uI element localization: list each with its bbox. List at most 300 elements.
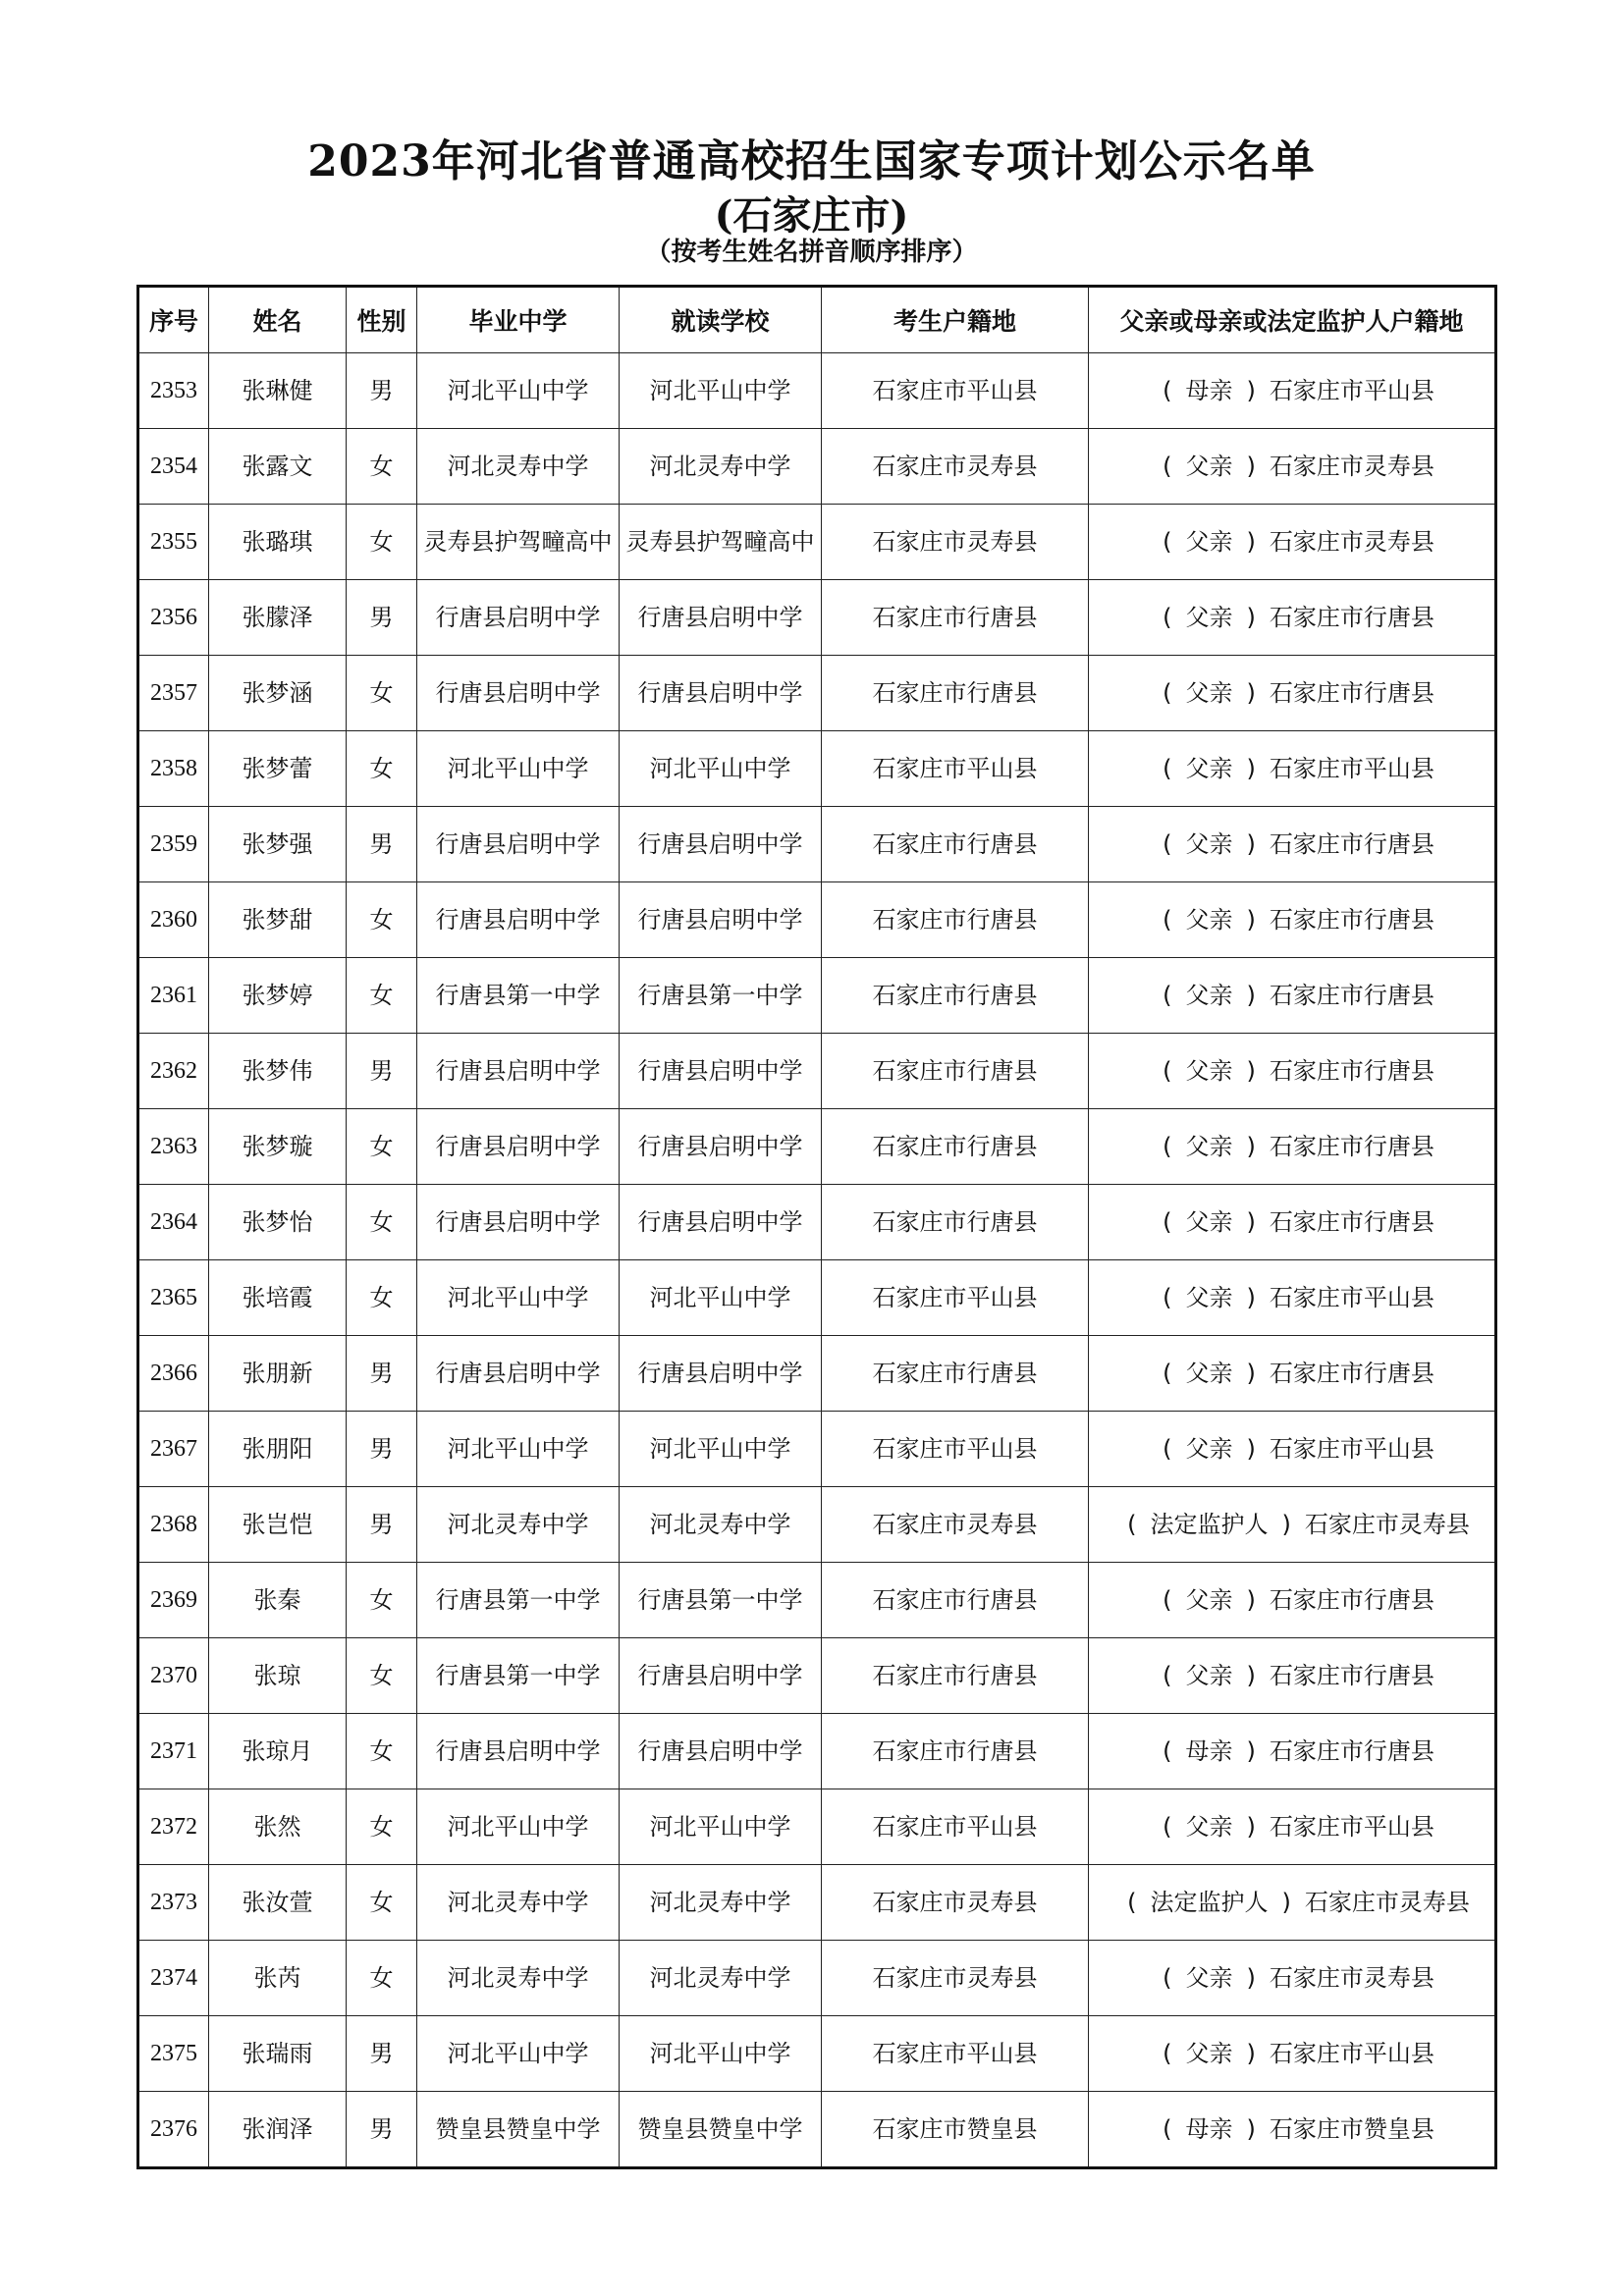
cell-grad-school: 河北灵寿中学	[417, 1487, 620, 1563]
close-paren: )	[1246, 1662, 1256, 1689]
table-row	[138, 958, 1496, 1034]
cell-grad-school: 河北平山中学	[417, 1789, 620, 1865]
cell-grad-school: 河北灵寿中学	[417, 429, 620, 505]
guardian-relation: 父亲	[1185, 1586, 1233, 1614]
close-paren: )	[1246, 453, 1256, 480]
guardian-hukou: 石家庄市行唐县	[1269, 604, 1434, 631]
cell-hukou: 石家庄市行唐县	[822, 882, 1089, 958]
cell-guardian-hukou	[1089, 2092, 1496, 2168]
guardian-hukou: 石家庄市平山县	[1269, 1813, 1434, 1841]
guardian-hukou: 石家庄市平山县	[1269, 1284, 1434, 1311]
cell-hukou: 石家庄市平山县	[822, 353, 1089, 429]
cell-study-school: 行唐县启明中学	[620, 882, 822, 958]
guardian-hukou: 石家庄市行唐县	[1269, 679, 1434, 707]
cell-name: 张瑞雨	[209, 2016, 347, 2092]
cell-name: 张润泽	[209, 2092, 347, 2168]
close-paren: )	[1246, 1813, 1256, 1841]
table-row	[138, 1109, 1496, 1185]
guardian-hukou: 石家庄市平山县	[1269, 1435, 1434, 1463]
cell-grad-school: 河北平山中学	[417, 1260, 620, 1336]
cell-seq: 2369	[138, 1563, 209, 1638]
cell-seq: 2372	[138, 1789, 209, 1865]
cell-hukou: 石家庄市平山县	[822, 1260, 1089, 1336]
table-row	[138, 505, 1496, 580]
cell-hukou: 石家庄市行唐县	[822, 1034, 1089, 1109]
cell-hukou: 石家庄市赞皇县	[822, 2092, 1089, 2168]
open-paren: (	[1163, 1057, 1172, 1085]
table-row	[138, 807, 1496, 882]
cell-name: 张梦婷	[209, 958, 347, 1034]
cell-study-school: 河北灵寿中学	[620, 429, 822, 505]
table-row	[138, 429, 1496, 505]
table-row	[138, 1034, 1496, 1109]
cell-guardian-hukou	[1089, 1185, 1496, 1260]
close-paren: )	[1246, 982, 1256, 1009]
guardian-hukou: 石家庄市灵寿县	[1304, 1511, 1470, 1538]
cell-seq: 2376	[138, 2092, 209, 2168]
guardian-hukou: 石家庄市行唐县	[1269, 1662, 1434, 1689]
close-paren: )	[1246, 528, 1256, 556]
cell-grad-school: 行唐县启明中学	[417, 1185, 620, 1260]
cell-seq: 2368	[138, 1487, 209, 1563]
cell-hukou: 石家庄市平山县	[822, 2016, 1089, 2092]
cell-study-school: 灵寿县护驾疃高中	[620, 505, 822, 580]
open-paren: (	[1163, 604, 1172, 631]
admission-list-table	[136, 285, 1497, 2169]
cell-grad-school: 行唐县启明中学	[417, 656, 620, 731]
cell-grad-school: 行唐县第一中学	[417, 1638, 620, 1714]
open-paren: (	[1163, 1662, 1172, 1689]
table-row	[138, 882, 1496, 958]
cell-guardian-hukou	[1089, 807, 1496, 882]
cell-seq: 2375	[138, 2016, 209, 2092]
guardian-relation: 父亲	[1185, 830, 1233, 858]
cell-seq: 2353	[138, 353, 209, 429]
guardian-hukou: 石家庄市平山县	[1269, 2040, 1434, 2067]
cell-name: 张露文	[209, 429, 347, 505]
open-paren: (	[1163, 830, 1172, 858]
cell-guardian-hukou	[1089, 1260, 1496, 1336]
cell-gender: 男	[347, 2016, 417, 2092]
cell-study-school: 河北灵寿中学	[620, 1487, 822, 1563]
open-paren: (	[1127, 1889, 1137, 1916]
cell-hukou: 石家庄市平山县	[822, 731, 1089, 807]
cell-name: 张琼	[209, 1638, 347, 1714]
cell-name: 张培霞	[209, 1260, 347, 1336]
guardian-hukou: 石家庄市灵寿县	[1304, 1889, 1470, 1916]
cell-study-school: 行唐县启明中学	[620, 1714, 822, 1789]
guardian-relation: 父亲	[1185, 1662, 1233, 1689]
cell-gender: 女	[347, 1185, 417, 1260]
guardian-hukou: 石家庄市行唐县	[1269, 906, 1434, 934]
guardian-relation: 父亲	[1185, 755, 1233, 782]
cell-grad-school: 河北平山中学	[417, 731, 620, 807]
cell-gender: 男	[347, 2092, 417, 2168]
cell-hukou: 石家庄市灵寿县	[822, 1487, 1089, 1563]
cell-gender: 男	[347, 1336, 417, 1412]
cell-name: 张梦强	[209, 807, 347, 882]
sort-note: （按考生姓名拼音顺序排序）	[645, 238, 978, 267]
cell-guardian-hukou	[1089, 882, 1496, 958]
close-paren: )	[1246, 830, 1256, 858]
open-paren: (	[1163, 1813, 1172, 1841]
cell-study-school: 行唐县启明中学	[620, 1336, 822, 1412]
cell-name: 张然	[209, 1789, 347, 1865]
guardian-relation: 父亲	[1185, 2040, 1233, 2067]
cell-hukou: 石家庄市行唐县	[822, 958, 1089, 1034]
cell-hukou: 石家庄市灵寿县	[822, 1865, 1089, 1941]
cell-seq: 2367	[138, 1412, 209, 1487]
cell-hukou: 石家庄市行唐县	[822, 1336, 1089, 1412]
cell-study-school: 行唐县启明中学	[620, 807, 822, 882]
close-paren: )	[1246, 2115, 1256, 2143]
open-paren: (	[1163, 679, 1172, 707]
cell-guardian-hukou	[1089, 1109, 1496, 1185]
cell-gender: 女	[347, 958, 417, 1034]
cell-study-school: 河北灵寿中学	[620, 1865, 822, 1941]
guardian-relation: 父亲	[1185, 679, 1233, 707]
cell-guardian-hukou	[1089, 1865, 1496, 1941]
cell-guardian-hukou	[1089, 2016, 1496, 2092]
city-subtitle: (石家庄市)	[714, 192, 909, 239]
cell-name: 张梦蕾	[209, 731, 347, 807]
guardian-hukou: 石家庄市行唐县	[1269, 982, 1434, 1009]
open-paren: (	[1163, 1737, 1172, 1765]
cell-guardian-hukou	[1089, 505, 1496, 580]
cell-hukou: 石家庄市行唐县	[822, 1185, 1089, 1260]
guardian-hukou: 石家庄市灵寿县	[1269, 453, 1434, 480]
cell-hukou: 石家庄市行唐县	[822, 1563, 1089, 1638]
guardian-hukou: 石家庄市平山县	[1269, 755, 1434, 782]
table-row	[138, 1260, 1496, 1336]
table-row	[138, 1487, 1496, 1563]
cell-hukou: 石家庄市行唐县	[822, 580, 1089, 656]
cell-guardian-hukou	[1089, 1789, 1496, 1865]
cell-hukou: 石家庄市平山县	[822, 1789, 1089, 1865]
cell-study-school: 行唐县第一中学	[620, 1563, 822, 1638]
close-paren: )	[1246, 1057, 1256, 1085]
cell-gender: 男	[347, 1487, 417, 1563]
cell-study-school: 河北平山中学	[620, 1789, 822, 1865]
cell-study-school: 行唐县启明中学	[620, 656, 822, 731]
cell-grad-school: 行唐县启明中学	[417, 1714, 620, 1789]
cell-gender: 女	[347, 1714, 417, 1789]
guardian-relation: 父亲	[1185, 1964, 1233, 1992]
cell-gender: 女	[347, 1865, 417, 1941]
guardian-relation: 父亲	[1185, 982, 1233, 1009]
cell-gender: 女	[347, 1638, 417, 1714]
table-row	[138, 2092, 1496, 2168]
table-row	[138, 1789, 1496, 1865]
guardian-relation: 父亲	[1185, 1057, 1233, 1085]
cell-grad-school: 河北平山中学	[417, 2016, 620, 2092]
cell-study-school: 行唐县启明中学	[620, 580, 822, 656]
open-paren: (	[1163, 1284, 1172, 1311]
cell-study-school: 行唐县启明中学	[620, 1109, 822, 1185]
open-paren: (	[1163, 453, 1172, 480]
cell-guardian-hukou	[1089, 1412, 1496, 1487]
table-row	[138, 731, 1496, 807]
cell-seq: 2357	[138, 656, 209, 731]
cell-seq: 2374	[138, 1941, 209, 2016]
guardian-hukou: 石家庄市行唐县	[1269, 1057, 1434, 1085]
cell-grad-school: 河北灵寿中学	[417, 1941, 620, 2016]
column-header-study-school: 就读学校	[620, 287, 822, 353]
cell-grad-school: 行唐县启明中学	[417, 1034, 620, 1109]
cell-grad-school: 行唐县启明中学	[417, 882, 620, 958]
cell-hukou: 石家庄市行唐县	[822, 1109, 1089, 1185]
guardian-relation: 父亲	[1185, 906, 1233, 934]
cell-seq: 2358	[138, 731, 209, 807]
close-paren: )	[1246, 1964, 1256, 1992]
close-paren: )	[1281, 1511, 1291, 1538]
table-row	[138, 1185, 1496, 1260]
guardian-relation: 父亲	[1185, 1813, 1233, 1841]
cell-name: 张琼月	[209, 1714, 347, 1789]
table-row	[138, 656, 1496, 731]
cell-seq: 2361	[138, 958, 209, 1034]
guardian-relation: 父亲	[1185, 1360, 1233, 1387]
guardian-hukou: 石家庄市赞皇县	[1269, 2115, 1434, 2143]
guardian-relation: 法定监护人	[1150, 1511, 1269, 1538]
open-paren: (	[1163, 1964, 1172, 1992]
cell-gender: 女	[347, 505, 417, 580]
guardian-relation: 父亲	[1185, 528, 1233, 556]
cell-gender: 女	[347, 1260, 417, 1336]
guardian-relation: 父亲	[1185, 604, 1233, 631]
guardian-hukou: 石家庄市行唐县	[1269, 1208, 1434, 1236]
column-header-grad-school: 毕业中学	[417, 287, 620, 353]
guardian-relation: 父亲	[1185, 453, 1233, 480]
cell-seq: 2370	[138, 1638, 209, 1714]
cell-grad-school: 灵寿县护驾疃高中	[417, 505, 620, 580]
cell-name: 张芮	[209, 1941, 347, 2016]
cell-name: 张璐琪	[209, 505, 347, 580]
close-paren: )	[1246, 1435, 1256, 1463]
cell-guardian-hukou	[1089, 1034, 1496, 1109]
cell-gender: 女	[347, 656, 417, 731]
cell-hukou: 石家庄市行唐县	[822, 1714, 1089, 1789]
guardian-relation: 父亲	[1185, 1208, 1233, 1236]
cell-seq: 2373	[138, 1865, 209, 1941]
close-paren: )	[1246, 1737, 1256, 1765]
guardian-relation: 父亲	[1185, 1133, 1233, 1160]
cell-name: 张秦	[209, 1563, 347, 1638]
cell-gender: 男	[347, 807, 417, 882]
open-paren: (	[1163, 2040, 1172, 2067]
guardian-hukou: 石家庄市行唐县	[1269, 1586, 1434, 1614]
cell-name: 张梦涵	[209, 656, 347, 731]
cell-seq: 2363	[138, 1109, 209, 1185]
cell-name: 张梦怡	[209, 1185, 347, 1260]
table-row	[138, 1563, 1496, 1638]
cell-hukou: 石家庄市灵寿县	[822, 429, 1089, 505]
table-row	[138, 1941, 1496, 2016]
cell-seq: 2366	[138, 1336, 209, 1412]
cell-hukou: 石家庄市行唐县	[822, 807, 1089, 882]
guardian-relation: 母亲	[1185, 377, 1233, 404]
cell-guardian-hukou	[1089, 1487, 1496, 1563]
close-paren: )	[1246, 1360, 1256, 1387]
cell-guardian-hukou	[1089, 580, 1496, 656]
column-header-gender: 性别	[347, 287, 417, 353]
column-header-guardian-hukou: 父亲或母亲或法定监护人户籍地	[1089, 287, 1496, 353]
close-paren: )	[1281, 1889, 1291, 1916]
cell-seq: 2359	[138, 807, 209, 882]
cell-guardian-hukou	[1089, 353, 1496, 429]
open-paren: (	[1163, 1208, 1172, 1236]
cell-name: 张岂恺	[209, 1487, 347, 1563]
cell-guardian-hukou	[1089, 656, 1496, 731]
cell-name: 张梦伟	[209, 1034, 347, 1109]
cell-study-school: 河北平山中学	[620, 731, 822, 807]
column-header-name: 姓名	[209, 287, 347, 353]
cell-name: 张朋阳	[209, 1412, 347, 1487]
table-row	[138, 1336, 1496, 1412]
cell-gender: 女	[347, 731, 417, 807]
table-row	[138, 1714, 1496, 1789]
close-paren: )	[1246, 377, 1256, 404]
open-paren: (	[1127, 1511, 1137, 1538]
cell-study-school: 河北平山中学	[620, 1412, 822, 1487]
guardian-hukou: 石家庄市灵寿县	[1269, 528, 1434, 556]
cell-grad-school: 河北平山中学	[417, 353, 620, 429]
guardian-hukou: 石家庄市灵寿县	[1269, 1964, 1434, 1992]
close-paren: )	[1246, 679, 1256, 707]
guardian-hukou: 石家庄市行唐县	[1269, 1360, 1434, 1387]
column-header-hukou: 考生户籍地	[822, 287, 1089, 353]
close-paren: )	[1246, 1586, 1256, 1614]
cell-gender: 男	[347, 1034, 417, 1109]
cell-seq: 2364	[138, 1185, 209, 1260]
cell-gender: 女	[347, 882, 417, 958]
cell-guardian-hukou	[1089, 1336, 1496, 1412]
cell-grad-school: 行唐县第一中学	[417, 958, 620, 1034]
cell-hukou: 石家庄市灵寿县	[822, 505, 1089, 580]
cell-gender: 女	[347, 1789, 417, 1865]
cell-name: 张汝萱	[209, 1865, 347, 1941]
cell-gender: 女	[347, 1109, 417, 1185]
cell-grad-school: 行唐县启明中学	[417, 1109, 620, 1185]
open-paren: (	[1163, 1360, 1172, 1387]
guardian-relation: 法定监护人	[1150, 1889, 1269, 1916]
cell-study-school: 赞皇县赞皇中学	[620, 2092, 822, 2168]
column-header-seq: 序号	[138, 287, 209, 353]
cell-seq: 2356	[138, 580, 209, 656]
cell-seq: 2362	[138, 1034, 209, 1109]
cell-grad-school: 行唐县第一中学	[417, 1563, 620, 1638]
cell-study-school: 行唐县启明中学	[620, 1185, 822, 1260]
cell-study-school: 行唐县启明中学	[620, 1034, 822, 1109]
cell-gender: 女	[347, 429, 417, 505]
cell-guardian-hukou	[1089, 1563, 1496, 1638]
cell-study-school: 河北平山中学	[620, 2016, 822, 2092]
close-paren: )	[1246, 1284, 1256, 1311]
table-row	[138, 580, 1496, 656]
table-row	[138, 1865, 1496, 1941]
cell-name: 张琳健	[209, 353, 347, 429]
cell-name: 张梦甜	[209, 882, 347, 958]
table-row	[138, 1638, 1496, 1714]
cell-guardian-hukou	[1089, 1941, 1496, 2016]
cell-guardian-hukou	[1089, 731, 1496, 807]
cell-name: 张朦泽	[209, 580, 347, 656]
cell-grad-school: 行唐县启明中学	[417, 1336, 620, 1412]
cell-study-school: 行唐县第一中学	[620, 958, 822, 1034]
table-header-row	[138, 287, 1496, 353]
guardian-relation: 母亲	[1185, 2115, 1233, 2143]
close-paren: )	[1246, 1208, 1256, 1236]
close-paren: )	[1246, 1133, 1256, 1160]
open-paren: (	[1163, 377, 1172, 404]
open-paren: (	[1163, 2115, 1172, 2143]
guardian-hukou: 石家庄市行唐县	[1269, 1133, 1434, 1160]
guardian-relation: 母亲	[1185, 1737, 1233, 1765]
cell-seq: 2360	[138, 882, 209, 958]
cell-gender: 男	[347, 580, 417, 656]
cell-guardian-hukou	[1089, 1714, 1496, 1789]
cell-hukou: 石家庄市行唐县	[822, 656, 1089, 731]
cell-seq: 2354	[138, 429, 209, 505]
table-row	[138, 1412, 1496, 1487]
close-paren: )	[1246, 755, 1256, 782]
cell-gender: 男	[347, 353, 417, 429]
cell-gender: 男	[347, 1412, 417, 1487]
cell-grad-school: 行唐县启明中学	[417, 580, 620, 656]
cell-grad-school: 河北平山中学	[417, 1412, 620, 1487]
open-paren: (	[1163, 906, 1172, 934]
guardian-relation: 父亲	[1185, 1284, 1233, 1311]
cell-guardian-hukou	[1089, 958, 1496, 1034]
open-paren: (	[1163, 755, 1172, 782]
cell-hukou: 石家庄市灵寿县	[822, 1941, 1089, 2016]
cell-study-school: 河北平山中学	[620, 353, 822, 429]
cell-seq: 2355	[138, 505, 209, 580]
close-paren: )	[1246, 604, 1256, 631]
cell-study-school: 河北平山中学	[620, 1260, 822, 1336]
open-paren: (	[1163, 982, 1172, 1009]
guardian-hukou: 石家庄市行唐县	[1269, 830, 1434, 858]
guardian-hukou: 石家庄市平山县	[1269, 377, 1434, 404]
open-paren: (	[1163, 1586, 1172, 1614]
cell-seq: 2365	[138, 1260, 209, 1336]
open-paren: (	[1163, 528, 1172, 556]
guardian-hukou: 石家庄市行唐县	[1269, 1737, 1434, 1765]
cell-study-school: 行唐县启明中学	[620, 1638, 822, 1714]
open-paren: (	[1163, 1133, 1172, 1160]
cell-grad-school: 行唐县启明中学	[417, 807, 620, 882]
cell-name: 张梦璇	[209, 1109, 347, 1185]
cell-guardian-hukou	[1089, 1638, 1496, 1714]
table-row	[138, 353, 1496, 429]
cell-gender: 女	[347, 1563, 417, 1638]
cell-guardian-hukou	[1089, 429, 1496, 505]
close-paren: )	[1246, 906, 1256, 934]
cell-study-school: 河北灵寿中学	[620, 1941, 822, 2016]
cell-hukou: 石家庄市行唐县	[822, 1638, 1089, 1714]
page-title: 2023年河北省普通高校招生国家专项计划公示名单	[307, 136, 1316, 187]
cell-seq: 2371	[138, 1714, 209, 1789]
cell-grad-school: 赞皇县赞皇中学	[417, 2092, 620, 2168]
close-paren: )	[1246, 2040, 1256, 2067]
cell-hukou: 石家庄市平山县	[822, 1412, 1089, 1487]
cell-name: 张朋新	[209, 1336, 347, 1412]
guardian-relation: 父亲	[1185, 1435, 1233, 1463]
cell-gender: 女	[347, 1941, 417, 2016]
open-paren: (	[1163, 1435, 1172, 1463]
cell-grad-school: 河北灵寿中学	[417, 1865, 620, 1941]
table-row	[138, 2016, 1496, 2092]
